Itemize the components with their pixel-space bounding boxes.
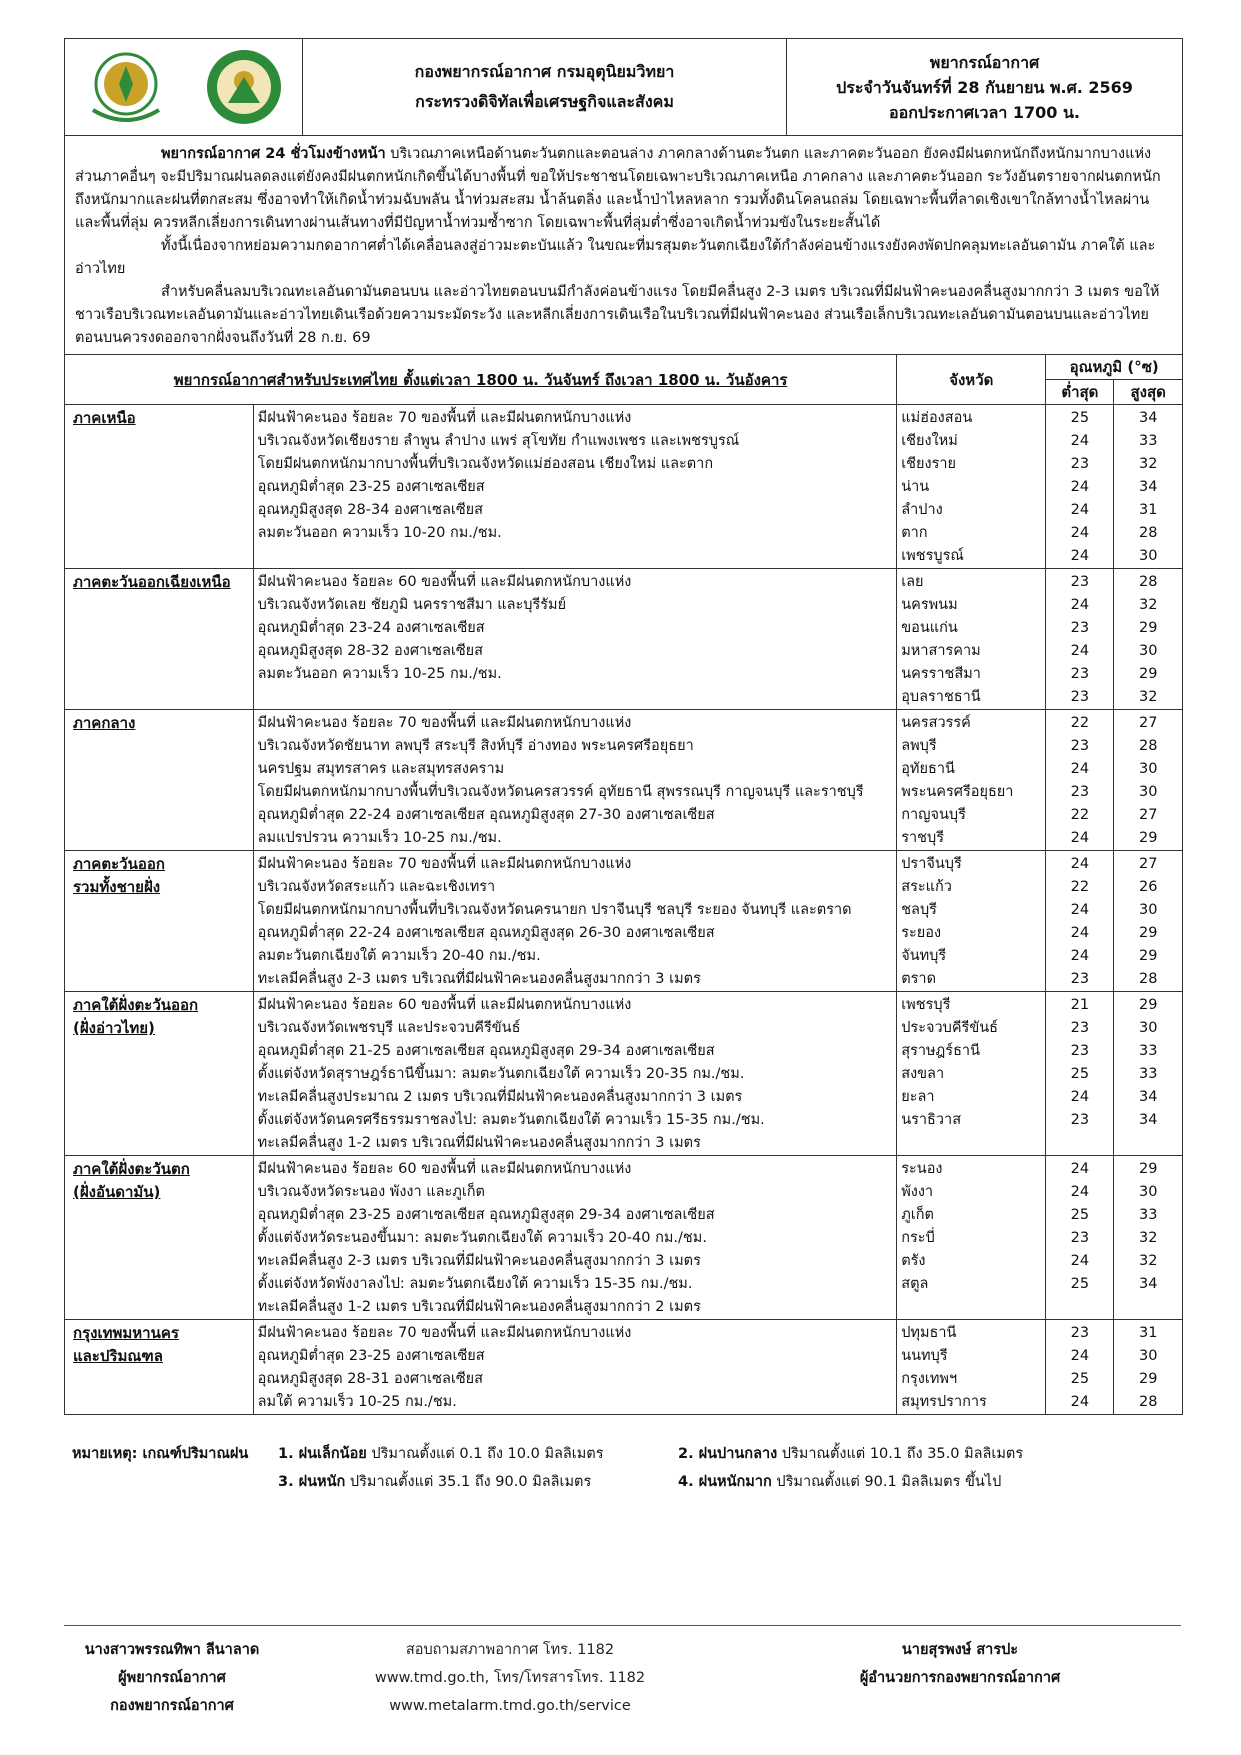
region-name bbox=[65, 569, 253, 710]
forecast-document bbox=[64, 38, 1183, 1415]
min-temp: 24 bbox=[1070, 830, 1090, 846]
note-item-4-title: 4. ฝนหนักมาก bbox=[678, 1474, 772, 1490]
min-temp: 24 bbox=[1070, 1184, 1090, 1200]
region-name-line: ภาคตะวันออก bbox=[73, 855, 165, 873]
min-temp: 22 bbox=[1070, 807, 1090, 823]
min-temp: 24 bbox=[1070, 1089, 1090, 1105]
min-temp: 24 bbox=[1070, 902, 1090, 918]
forecast-line: ลมตะวันตกเฉียงใต้ ความเร็ว 20-40 กม./ชม. bbox=[257, 948, 541, 964]
max-temp: 32 bbox=[1138, 456, 1158, 472]
forecast-line: ทะเลมีคลื่นสูง 1-2 เมตร บริเวณที่มีฝนฟ้าคะนองคลื่นสูงมากกว่า 2 เมตร bbox=[257, 1299, 701, 1315]
forecast-line: ทะเลมีคลื่นสูงประมาณ 2 เมตร บริเวณที่มีฝนฟ้าคะนองคลื่นสูงมากกว่า 3 เมตร bbox=[257, 1089, 743, 1105]
max-temp: 29 bbox=[1138, 666, 1158, 682]
max-temp: 33 bbox=[1138, 433, 1158, 449]
region-forecast bbox=[253, 569, 897, 710]
min-temp: 23 bbox=[1070, 1325, 1090, 1341]
forecast-line: บริเวณจังหวัดเชียงราย ลำพูน ลำปาง แพร่ สุโขทัย กำแพงเพชร และเพชรบูรณ์ bbox=[257, 433, 740, 449]
min-temp-header: ต่ำสุด bbox=[1046, 380, 1114, 405]
forecast-line: มีฝนฟ้าคะนอง ร้อยละ 70 ของพื้นที่ และมีฝนตกหนักบางแห่ง bbox=[257, 1325, 632, 1341]
region-name-line: ภาคเหนือ bbox=[73, 409, 136, 427]
min-temp: 24 bbox=[1070, 525, 1090, 541]
min-temp-list bbox=[1046, 710, 1114, 851]
min-temp: 23 bbox=[1070, 689, 1090, 705]
min-temp: 25 bbox=[1070, 1371, 1090, 1387]
region-name-line: และปริมณฑล bbox=[73, 1347, 163, 1365]
max-temp: 30 bbox=[1138, 784, 1158, 800]
note-item-1-text: ปริมาณตั้งแต่ 0.1 ถึง 10.0 มิลลิเมตร bbox=[366, 1446, 604, 1462]
min-temp: 24 bbox=[1070, 502, 1090, 518]
min-temp: 25 bbox=[1070, 1276, 1090, 1292]
province-name: ชลบุรี bbox=[901, 902, 937, 918]
max-temp: 32 bbox=[1138, 1230, 1158, 1246]
min-temp: 23 bbox=[1070, 574, 1090, 590]
max-temp: 32 bbox=[1138, 597, 1158, 613]
region-name-line: (ฝั่งอ่าวไทย) bbox=[73, 1019, 155, 1037]
forecaster-title: ผู้พยากรณ์อากาศ bbox=[118, 1670, 226, 1686]
region-row bbox=[65, 710, 1182, 851]
max-temp: 33 bbox=[1138, 1207, 1158, 1223]
forecaster-division: กองพยากรณ์อากาศ bbox=[110, 1698, 234, 1714]
max-temp: 30 bbox=[1138, 902, 1158, 918]
region-row bbox=[65, 1320, 1182, 1415]
summary-text-1: บริเวณภาคเหนือด้านตะวันตกและตอนล่าง ภาคกลางด้านตะวันตก และภาคตะวันออก ยังคงมีฝนตกหนักถึงหนักมากบางแห่ง ส่วนภาคอื่นๆ จะมีปริมาณฝนลดลงแต่ยังคงมีฝนตกหนักเกิดขึ้นได้บางพื้นที่ ขอให้ประชาชนโดยเฉพาะบริเวณภาคเหนือ ภาคกลาง และภาคตะวันออก ระวังอันตรายจากฝนตกหนักถึงหนักมากและฝนที่ตกสะสม ซึ่งอาจทำให้เกิดน้ำท่วมฉับพลัน น้ำท่วมสะสม น้ำล้นตลิ่ง และน้ำป่าไหลหลาก รวมทั้งดินโคลนถล่ม โดยเฉพาะพื้นที่ลาดเชิงเขาใกล้ทางน้ำไหลผ่านและพื้นที่ลุ่ม ควรหลีกเลี่ยงการเดินทางผ่านเส้นทางที่มีปัญหาน้ำท่วมซ้ำซาก โดยเฉพาะพื้นที่ลุ่มต่ำซึ่งอาจเกิดน้ำท่วมขังในระยะสั้นได้ bbox=[75, 146, 1161, 231]
min-temp: 23 bbox=[1070, 666, 1090, 682]
min-temp: 23 bbox=[1070, 1043, 1090, 1059]
note-item-3-title: 3. ฝนหนัก bbox=[278, 1474, 346, 1490]
forecast-line: ทะเลมีคลื่นสูง 1-2 เมตร บริเวณที่มีฝนฟ้าคะนองคลื่นสูงมากกว่า 3 เมตร bbox=[257, 1135, 701, 1151]
forecast-line: บริเวณจังหวัดชัยนาท ลพบุรี สระบุรี สิงห์บุรี อ่างทอง พระนครศรีอยุธยา bbox=[257, 738, 694, 754]
province-name: ลพบุรี bbox=[901, 738, 937, 754]
province-name: ภูเก็ต bbox=[901, 1207, 934, 1223]
max-temp: 26 bbox=[1138, 879, 1158, 895]
director-title: ผู้อำนวยการกองพยากรณ์อากาศ bbox=[859, 1670, 1061, 1686]
province-name: อุทัยธานี bbox=[901, 761, 955, 777]
province-name: น่าน bbox=[901, 479, 930, 495]
max-temp: 29 bbox=[1138, 997, 1158, 1013]
note-item-2 bbox=[678, 1440, 1023, 1468]
org-line-1: กองพยากรณ์อากาศ กรมอุตุนิยมวิทยา bbox=[414, 62, 675, 81]
summary-paragraph-1 bbox=[75, 143, 1172, 235]
note-item-2-title: 2. ฝนปานกลาง bbox=[678, 1446, 778, 1462]
min-temp: 22 bbox=[1070, 715, 1090, 731]
province-name: ระนอง bbox=[901, 1161, 943, 1177]
max-temp: 29 bbox=[1138, 830, 1158, 846]
province-name: เพชรบูรณ์ bbox=[901, 548, 964, 564]
province-name: สตูล bbox=[901, 1276, 929, 1292]
forecast-line: อุณหภูมิต่ำสุด 23-24 องศาเซลเซียส bbox=[257, 620, 485, 636]
region-row bbox=[65, 405, 1182, 569]
min-temp: 24 bbox=[1070, 856, 1090, 872]
province-name: ตราด bbox=[901, 971, 936, 987]
max-temp: 29 bbox=[1138, 925, 1158, 941]
max-temp: 28 bbox=[1138, 1394, 1158, 1410]
forecast-line: ตั้งแต่จังหวัดพังงาลงไป: ลมตะวันตกเฉียงใต้ ความเร็ว 15-35 กม./ชม. bbox=[257, 1276, 693, 1292]
province-name: พังงา bbox=[901, 1184, 934, 1200]
province-name: ยะลา bbox=[901, 1089, 935, 1105]
min-temp: 24 bbox=[1070, 548, 1090, 564]
region-name-line: ภาคตะวันออกเฉียงเหนือ bbox=[73, 573, 231, 591]
forecast-line: ทะเลมีคลื่นสูง 2-3 เมตร บริเวณที่มีฝนฟ้าคะนองคลื่นสูงมากกว่า 3 เมตร bbox=[257, 1253, 701, 1269]
max-temp-header: สูงสุด bbox=[1114, 380, 1182, 405]
region-name-line: ภาคกลาง bbox=[73, 714, 136, 732]
province-name: นครพนม bbox=[901, 597, 958, 613]
province-list bbox=[897, 405, 1046, 569]
contact-website[interactable]: www.tmd.go.th, โทร/โทรสารโทร. 1182 bbox=[374, 1670, 646, 1686]
province-name: เพชรบุรี bbox=[901, 997, 951, 1013]
forecast-line: อุณหภูมิสูงสุด 28-32 องศาเซลเซียส bbox=[257, 643, 484, 659]
forecast-line: มีฝนฟ้าคะนอง ร้อยละ 60 ของพื้นที่ และมีฝนตกหนักบางแห่ง bbox=[257, 997, 632, 1013]
province-name: เลย bbox=[901, 574, 924, 590]
max-temp: 29 bbox=[1138, 1371, 1158, 1387]
forecast-line: อุณหภูมิต่ำสุด 23-25 องศาเซลเซียส bbox=[257, 479, 485, 495]
forecast-line: ตั้งแต่จังหวัดระนองขึ้นมา: ลมตะวันตกเฉียงใต้ ความเร็ว 20-40 กม./ชม. bbox=[257, 1230, 707, 1246]
max-temp-list bbox=[1114, 1320, 1182, 1415]
max-temp: 28 bbox=[1138, 574, 1158, 590]
forecast-line: ลมตะวันออก ความเร็ว 10-25 กม./ชม. bbox=[257, 666, 502, 682]
forecast-line: ลมใต้ ความเร็ว 10-25 กม./ชม. bbox=[257, 1394, 457, 1410]
forecast-line: อุณหภูมิต่ำสุด 21-25 องศาเซลเซียส อุณหภูมิสูงสุด 29-34 องศาเซลเซียส bbox=[257, 1043, 715, 1059]
forecast-line: โดยมีฝนตกหนักมากบางพื้นที่บริเวณจังหวัดนครนายก ปราจีนบุรี ชลบุรี ระยอง จันทบุรี และตราด bbox=[257, 902, 852, 918]
province-name: นนทบุรี bbox=[901, 1348, 948, 1364]
min-temp: 22 bbox=[1070, 879, 1090, 895]
max-temp: 32 bbox=[1138, 689, 1158, 705]
forecast-line: นครปฐม สมุทรสาคร และสมุทรสงคราม bbox=[257, 761, 505, 777]
province-name: สมุทรปราการ bbox=[901, 1394, 987, 1410]
min-temp: 23 bbox=[1070, 971, 1090, 987]
max-temp: 30 bbox=[1138, 1020, 1158, 1036]
region-forecast bbox=[253, 405, 897, 569]
max-temp: 29 bbox=[1138, 1161, 1158, 1177]
contact-service-url[interactable]: www.metalarm.tmd.go.th/service bbox=[389, 1698, 631, 1714]
max-temp: 33 bbox=[1138, 1043, 1158, 1059]
province-list bbox=[897, 992, 1046, 1156]
province-name: ประจวบคีรีขันธ์ bbox=[901, 1020, 999, 1036]
organization-name bbox=[303, 39, 787, 135]
tmd-logo bbox=[204, 47, 284, 127]
region-row bbox=[65, 992, 1182, 1156]
forecast-line: ลมแปรปรวน ความเร็ว 10-25 กม./ชม. bbox=[257, 830, 502, 846]
forecast-line: ลมตะวันออก ความเร็ว 10-20 กม./ชม. bbox=[257, 525, 502, 541]
max-temp: 27 bbox=[1138, 715, 1158, 731]
min-temp-list bbox=[1046, 1156, 1114, 1320]
note-item-3-text: ปริมาณตั้งแต่ 35.1 ถึง 90.0 มิลลิเมตร bbox=[345, 1474, 592, 1490]
province-name: แม่ฮ่องสอน bbox=[901, 410, 973, 426]
min-temp: 23 bbox=[1070, 1020, 1090, 1036]
region-name bbox=[65, 405, 253, 569]
province-name: นครสวรรค์ bbox=[901, 715, 971, 731]
max-temp-list bbox=[1114, 851, 1182, 992]
forecaster-name: นางสาวพรรณทิพา ลีนาลาด bbox=[84, 1642, 260, 1658]
max-temp: 34 bbox=[1138, 1089, 1158, 1105]
region-name-line: กรุงเทพมหานคร bbox=[73, 1324, 179, 1342]
max-temp: 29 bbox=[1138, 620, 1158, 636]
min-temp: 24 bbox=[1070, 643, 1090, 659]
note-item-1 bbox=[278, 1440, 604, 1468]
province-name: ปราจีนบุรี bbox=[901, 856, 962, 872]
max-temp: 27 bbox=[1138, 807, 1158, 823]
region-forecast bbox=[253, 1156, 897, 1320]
province-name: เชียงใหม่ bbox=[901, 433, 958, 449]
min-temp: 25 bbox=[1070, 410, 1090, 426]
forecast-line: มีฝนฟ้าคะนอง ร้อยละ 60 ของพื้นที่ และมีฝนตกหนักบางแห่ง bbox=[257, 574, 632, 590]
note-item-2-text: ปริมาณตั้งแต่ 10.1 ถึง 35.0 มิลลิเมตร bbox=[777, 1446, 1024, 1462]
forecast-line: อุณหภูมิต่ำสุด 22-24 องศาเซลเซียส อุณหภูมิสูงสุด 27-30 องศาเซลเซียส bbox=[257, 807, 715, 823]
max-temp: 30 bbox=[1138, 643, 1158, 659]
province-name: ราชบุรี bbox=[901, 830, 944, 846]
province-name: กรุงเทพฯ bbox=[901, 1371, 958, 1387]
date-line-2: ประจำวันจันทร์ที่ 28 กันยายน พ.ศ. 2569 bbox=[836, 77, 1133, 97]
min-temp: 23 bbox=[1070, 1230, 1090, 1246]
region-name-line: (ฝั่งอันดามัน) bbox=[73, 1183, 161, 1201]
region-name bbox=[65, 1320, 253, 1415]
region-name bbox=[65, 710, 253, 851]
footer-divider bbox=[64, 1625, 1181, 1626]
min-temp: 21 bbox=[1070, 997, 1090, 1013]
forecast-line: บริเวณจังหวัดเลย ชัยภูมิ นครราชสีมา และบุรีรัมย์ bbox=[257, 597, 567, 613]
logo-area bbox=[65, 39, 303, 135]
forecast-date bbox=[787, 39, 1182, 135]
province-name: สงขลา bbox=[901, 1066, 945, 1082]
document-header bbox=[65, 39, 1182, 136]
province-name: นครราชสีมา bbox=[901, 666, 981, 682]
max-temp: 30 bbox=[1138, 548, 1158, 564]
director-name: นายสุรพงษ์ สารปะ bbox=[901, 1642, 1019, 1658]
max-temp: 29 bbox=[1138, 948, 1158, 964]
province-name: อุบลราชธานี bbox=[901, 689, 981, 705]
province-name: จันทบุรี bbox=[901, 948, 947, 964]
max-temp: 32 bbox=[1138, 1253, 1158, 1269]
province-list bbox=[897, 710, 1046, 851]
max-temp: 28 bbox=[1138, 525, 1158, 541]
summary-lead: พยากรณ์อากาศ 24 ชั่วโมงข้างหน้า bbox=[161, 146, 386, 162]
forecast-line: มีฝนฟ้าคะนอง ร้อยละ 70 ของพื้นที่ และมีฝนตกหนักบางแห่ง bbox=[257, 410, 632, 426]
min-temp: 24 bbox=[1070, 761, 1090, 777]
province-name: ปทุมธานี bbox=[901, 1325, 957, 1341]
max-temp-list bbox=[1114, 405, 1182, 569]
min-temp: 23 bbox=[1070, 738, 1090, 754]
note-label: หมายเหตุ: เกณฑ์ปริมาณฝน bbox=[72, 1446, 249, 1462]
note-item-4-text: ปริมาณตั้งแต่ 90.1 มิลลิเมตร ขึ้นไป bbox=[771, 1474, 1002, 1490]
min-temp-list bbox=[1046, 851, 1114, 992]
ministry-logo bbox=[83, 44, 169, 130]
min-temp: 24 bbox=[1070, 479, 1090, 495]
min-temp: 24 bbox=[1070, 1394, 1090, 1410]
province-list bbox=[897, 1156, 1046, 1320]
region-forecast bbox=[253, 1320, 897, 1415]
region-name bbox=[65, 851, 253, 992]
province-name: สระแก้ว bbox=[901, 879, 952, 895]
region-row bbox=[65, 851, 1182, 992]
max-temp: 31 bbox=[1138, 1325, 1158, 1341]
max-temp: 34 bbox=[1138, 1112, 1158, 1128]
min-temp-list bbox=[1046, 405, 1114, 569]
note-item-1-title: 1. ฝนเล็กน้อย bbox=[278, 1446, 367, 1462]
province-name: เชียงราย bbox=[901, 456, 957, 472]
min-temp: 24 bbox=[1070, 597, 1090, 613]
note-item-3 bbox=[278, 1468, 591, 1496]
table-title: พยากรณ์อากาศสำหรับประเทศไทย ตั้งแต่เวลา 1800 น. วันจันทร์ ถึงเวลา 1800 น. วันอังคาร bbox=[65, 355, 897, 405]
province-name: ตรัง bbox=[901, 1253, 926, 1269]
max-temp: 30 bbox=[1138, 1348, 1158, 1364]
org-line-2: กระทรวงดิจิทัลเพื่อเศรษฐกิจและสังคม bbox=[415, 92, 674, 111]
province-header: จังหวัด bbox=[897, 355, 1046, 405]
region-row bbox=[65, 569, 1182, 710]
date-line-1: พยากรณ์อากาศ bbox=[929, 52, 1040, 72]
temperature-header: อุณหภูมิ (°ซ) bbox=[1046, 355, 1182, 380]
region-name-line: ภาคใต้ฝั่งตะวันออก bbox=[73, 996, 199, 1014]
max-temp-list bbox=[1114, 569, 1182, 710]
province-name: ขอนแก่น bbox=[901, 620, 958, 636]
forecast-line: มีฝนฟ้าคะนอง ร้อยละ 70 ของพื้นที่ และมีฝนตกหนักบางแห่ง bbox=[257, 715, 632, 731]
summary-paragraph-3: สำหรับคลื่นลมบริเวณทะเลอันดามันตอนบน และอ่าวไทยตอนบนมีกำลังค่อนข้างแรง โดยมีคลื่นสูง 2-3 เมตร บริเวณที่มีฝนฟ้าคะนองคลื่นสูงมากกว่า 3 เมตร ขอให้ชาวเรือบริเวณทะเลอันดามันและอ่าวไทยเดินเรือด้วยความระมัดระวัง และหลีกเลี่ยงการเดินเรือในบริเวณที่มีฝนฟ้าคะนอง ส่วนเรือเล็กบริเวณทะเลอันดามันตอนบนและอ่าวไทยตอนบนควรงดออกจากฝั่งจนถึงวันที่ 28 ก.ย. 69 bbox=[75, 284, 1160, 346]
forecast-line: อุณหภูมิสูงสุด 28-31 องศาเซลเซียส bbox=[257, 1371, 484, 1387]
forecast-line: ตั้งแต่จังหวัดสุราษฎร์ธานีขึ้นมา: ลมตะวันตกเฉียงใต้ ความเร็ว 20-35 กม./ชม. bbox=[257, 1066, 745, 1082]
region-name-line: ภาคใต้ฝั่งตะวันตก bbox=[73, 1160, 190, 1178]
min-temp: 25 bbox=[1070, 1066, 1090, 1082]
forecast-line: อุณหภูมิสูงสุด 28-34 องศาเซลเซียส bbox=[257, 502, 484, 518]
date-line-3: ออกประกาศเวลา 1700 น. bbox=[888, 102, 1080, 122]
min-temp: 24 bbox=[1070, 1161, 1090, 1177]
province-name: ตาก bbox=[901, 525, 928, 541]
contact-phone: สอบถามสภาพอากาศ โทร. 1182 bbox=[405, 1642, 615, 1658]
region-forecast bbox=[253, 992, 897, 1156]
region-rows bbox=[65, 405, 1182, 1415]
forecast-line: ตั้งแต่จังหวัดนครศรีธรรมราชลงไป: ลมตะวันตกเฉียงใต้ ความเร็ว 15-35 กม./ชม. bbox=[257, 1112, 765, 1128]
min-temp: 23 bbox=[1070, 456, 1090, 472]
region-name-line: รวมทั้งชายฝั่ง bbox=[73, 878, 161, 896]
province-name: ลำปาง bbox=[901, 502, 943, 518]
director-signature bbox=[820, 1636, 1100, 1692]
forecast-line: บริเวณจังหวัดสระแก้ว และฉะเชิงเทรา bbox=[257, 879, 496, 895]
max-temp: 31 bbox=[1138, 502, 1158, 518]
region-name bbox=[65, 1156, 253, 1320]
forecast-line: อุณหภูมิต่ำสุด 22-24 องศาเซลเซียส อุณหภูมิสูงสุด 26-30 องศาเซลเซียส bbox=[257, 925, 715, 941]
province-name: กาญจนบุรี bbox=[901, 807, 966, 823]
max-temp-list bbox=[1114, 710, 1182, 851]
max-temp: 34 bbox=[1138, 410, 1158, 426]
note-item-4 bbox=[678, 1468, 1001, 1496]
max-temp: 34 bbox=[1138, 1276, 1158, 1292]
min-temp-list bbox=[1046, 992, 1114, 1156]
summary-paragraph-2: ทั้งนี้เนื่องจากหย่อมความกดอากาศต่ำได้เคลื่อนลงสู่อ่าวมะตะบันแล้ว ในขณะที่มรสุมตะวันตกเฉียงใต้กำลังค่อนข้างแรงยังคงพัดปกคลุมทะเลอันดามัน ภาคใต้ และอ่าวไทย bbox=[75, 238, 1156, 277]
forecast-table bbox=[65, 355, 1182, 1414]
min-temp: 24 bbox=[1070, 1348, 1090, 1364]
max-temp: 30 bbox=[1138, 1184, 1158, 1200]
forecast-summary bbox=[65, 136, 1182, 355]
forecaster-signature bbox=[72, 1636, 272, 1720]
forecast-line: โดยมีฝนตกหนักมากบางพื้นที่บริเวณจังหวัดนครสวรรค์ อุทัยธานี สุพรรณบุรี กาญจนบุรี และราชบุรี bbox=[257, 784, 864, 800]
max-temp-list bbox=[1114, 1156, 1182, 1320]
max-temp: 28 bbox=[1138, 971, 1158, 987]
min-temp: 24 bbox=[1070, 948, 1090, 964]
province-list bbox=[897, 851, 1046, 992]
province-name: นราธิวาส bbox=[901, 1112, 962, 1128]
max-temp: 33 bbox=[1138, 1066, 1158, 1082]
forecast-line: บริเวณจังหวัดเพชรบุรี และประจวบคีรีขันธ์ bbox=[257, 1020, 521, 1036]
min-temp-list bbox=[1046, 569, 1114, 710]
max-temp: 34 bbox=[1138, 479, 1158, 495]
forecast-line: อุณหภูมิต่ำสุด 23-25 องศาเซลเซียส bbox=[257, 1348, 485, 1364]
min-temp: 24 bbox=[1070, 433, 1090, 449]
min-temp: 23 bbox=[1070, 620, 1090, 636]
forecast-line: อุณหภูมิต่ำสุด 23-25 องศาเซลเซียส อุณหภูมิสูงสุด 29-34 องศาเซลเซียส bbox=[257, 1207, 715, 1223]
region-forecast bbox=[253, 851, 897, 992]
min-temp: 23 bbox=[1070, 1112, 1090, 1128]
province-list bbox=[897, 1320, 1046, 1415]
province-name: กระบี่ bbox=[901, 1230, 935, 1246]
forecast-line: ทะเลมีคลื่นสูง 2-3 เมตร บริเวณที่มีฝนฟ้าคะนองคลื่นสูงมากกว่า 3 เมตร bbox=[257, 971, 701, 987]
max-temp: 27 bbox=[1138, 856, 1158, 872]
province-name: ระยอง bbox=[901, 925, 942, 941]
forecast-line: โดยมีฝนตกหนักมากบางพื้นที่บริเวณจังหวัดแม่ฮ่องสอน เชียงใหม่ และตาก bbox=[257, 456, 714, 472]
region-row bbox=[65, 1156, 1182, 1320]
max-temp-list bbox=[1114, 992, 1182, 1156]
forecast-line: มีฝนฟ้าคะนอง ร้อยละ 60 ของพื้นที่ และมีฝนตกหนักบางแห่ง bbox=[257, 1161, 632, 1177]
min-temp-list bbox=[1046, 1320, 1114, 1415]
region-name bbox=[65, 992, 253, 1156]
province-name: มหาสารคาม bbox=[901, 643, 981, 659]
min-temp: 24 bbox=[1070, 925, 1090, 941]
region-forecast bbox=[253, 710, 897, 851]
min-temp: 23 bbox=[1070, 784, 1090, 800]
forecast-line: มีฝนฟ้าคะนอง ร้อยละ 70 ของพื้นที่ และมีฝนตกหนักบางแห่ง bbox=[257, 856, 632, 872]
contact-info bbox=[365, 1636, 655, 1720]
max-temp: 30 bbox=[1138, 761, 1158, 777]
province-name: สุราษฎร์ธานี bbox=[901, 1043, 980, 1059]
min-temp: 25 bbox=[1070, 1207, 1090, 1223]
province-list bbox=[897, 569, 1046, 710]
province-name: พระนครศรีอยุธยา bbox=[901, 784, 1014, 800]
min-temp: 24 bbox=[1070, 1253, 1090, 1269]
forecast-line: บริเวณจังหวัดระนอง พังงา และภูเก็ต bbox=[257, 1184, 485, 1200]
max-temp: 28 bbox=[1138, 738, 1158, 754]
